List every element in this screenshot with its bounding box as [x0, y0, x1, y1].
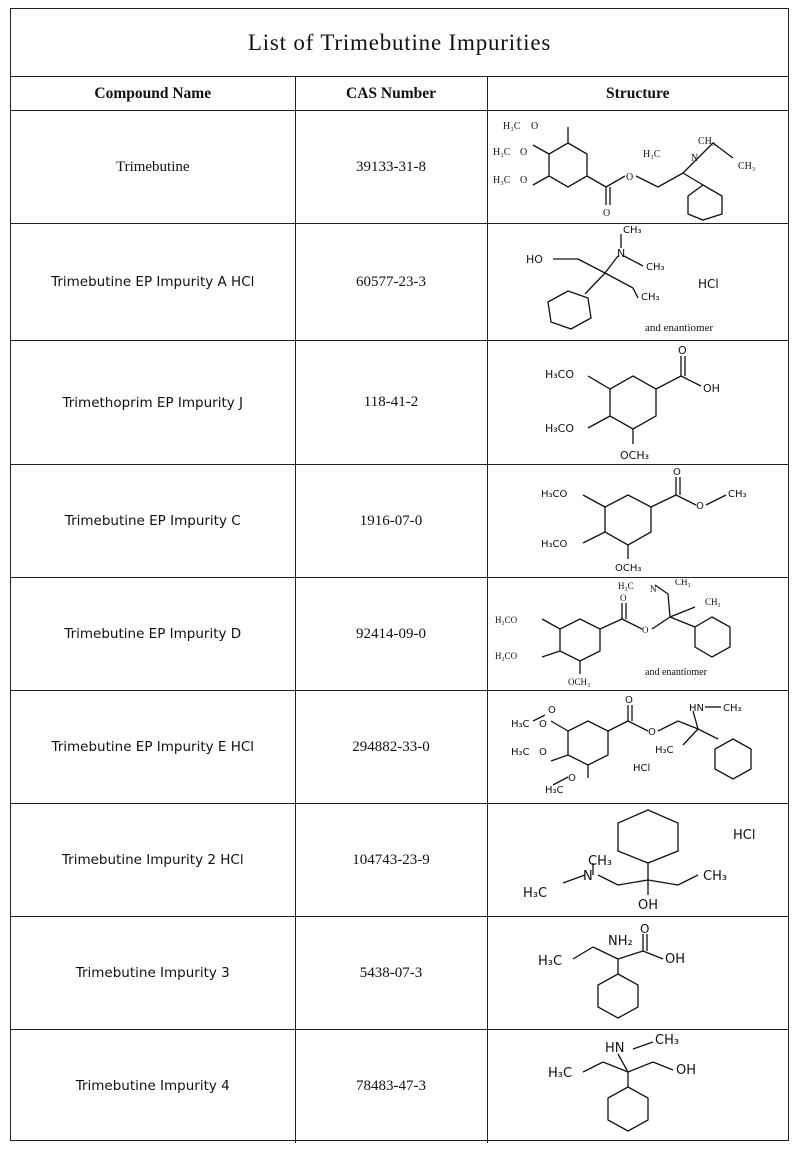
svg-text:CH₃: CH₃ — [737, 161, 756, 172]
page-title: List of Trimebutine Impurities — [11, 9, 788, 77]
compound-name-cell: Trimebutine Impurity 3 — [11, 917, 295, 1030]
svg-text:CH₃: CH₃ — [722, 703, 742, 714]
svg-text:N: N — [616, 247, 625, 260]
svg-text:CH₃: CH₃ — [654, 1033, 679, 1049]
table-row — [11, 111, 788, 224]
svg-text:O: O — [624, 695, 633, 706]
svg-text:CH₃: CH₃ — [704, 597, 721, 607]
svg-text:H₃CO: H₃CO — [494, 615, 517, 625]
impurity-d-structure-icon — [490, 579, 786, 689]
svg-text:CH₃: CH₃ — [702, 869, 727, 884]
cas-number-cell: 5438-07-3 — [295, 917, 487, 1030]
impurity-e-structure-icon — [493, 693, 783, 801]
svg-text:O: O — [639, 922, 650, 936]
svg-text:H₃C: H₃C — [492, 147, 511, 158]
svg-text:H₃C: H₃C — [502, 121, 521, 132]
svg-text:OH: OH — [675, 1063, 696, 1079]
svg-text:OH: OH — [637, 898, 658, 913]
svg-text:O: O — [538, 747, 547, 758]
column-header-compound-name: Compound Name — [11, 77, 295, 111]
svg-text:O: O — [677, 343, 687, 357]
svg-text:H₃C: H₃C — [617, 581, 634, 591]
impurity-4-structure-icon — [493, 1032, 783, 1140]
svg-text:O: O — [695, 501, 704, 512]
svg-text:HO: HO — [525, 253, 543, 266]
structure-cell — [487, 224, 788, 341]
svg-text:H₃CO: H₃CO — [544, 367, 574, 381]
svg-text:H₃CO: H₃CO — [540, 489, 568, 500]
svg-text:O: O — [567, 773, 576, 784]
svg-text:H₃C: H₃C — [522, 886, 547, 901]
svg-text:OH: OH — [664, 952, 685, 967]
svg-text:N: N — [582, 869, 593, 884]
svg-text:CH₃: CH₃ — [727, 489, 747, 500]
svg-text:HN: HN — [604, 1041, 625, 1057]
svg-text:OCH₃: OCH₃ — [567, 677, 590, 687]
salt-label: HCl — [632, 763, 651, 774]
cas-number-cell: 294882-33-0 — [295, 691, 487, 804]
table-row — [11, 917, 788, 1030]
svg-text:CH₃: CH₃ — [640, 292, 660, 303]
svg-text:N: N — [690, 153, 698, 164]
structure-cell — [487, 917, 788, 1030]
enantiomer-note: and enantiomer — [644, 322, 713, 334]
compound-name-cell: Trimebutine — [11, 111, 295, 224]
table-row — [11, 341, 788, 465]
cas-number-cell: 118-41-2 — [295, 341, 487, 465]
trimethoxybenzoic-acid-structure-icon — [493, 344, 783, 462]
svg-text:HN: HN — [688, 703, 704, 714]
column-header-cas-number: CAS Number — [295, 77, 487, 111]
svg-text:OH: OH — [702, 381, 720, 395]
svg-text:O: O — [519, 147, 527, 158]
svg-text:H₃CO: H₃CO — [494, 651, 517, 661]
cas-number-cell: 92414-09-0 — [295, 578, 487, 691]
salt-label: HCl — [732, 828, 756, 843]
table-row — [11, 1030, 788, 1143]
svg-text:O: O — [547, 705, 556, 716]
svg-text:H₃C: H₃C — [510, 719, 530, 730]
impurity-list-sheet — [10, 8, 789, 1141]
table-row — [11, 578, 788, 691]
svg-text:H₃C: H₃C — [642, 149, 661, 160]
svg-text:H₃CO: H₃CO — [540, 539, 568, 550]
compound-name-cell: Trimebutine EP Impurity A HCl — [11, 224, 295, 341]
svg-text:CH₃: CH₃ — [622, 226, 642, 236]
table-header-row — [11, 77, 788, 111]
impurity-2-structure-icon — [493, 805, 783, 915]
svg-text:O: O — [672, 467, 681, 478]
svg-text:H₃C: H₃C — [547, 1066, 572, 1082]
cas-number-cell: 78483-47-3 — [295, 1030, 487, 1143]
structure-cell — [487, 1030, 788, 1143]
compound-name-cell: Trimebutine EP Impurity D — [11, 578, 295, 691]
svg-text:O: O — [530, 121, 538, 132]
impurity-a-structure-icon — [493, 226, 783, 338]
svg-text:H₃C: H₃C — [544, 785, 564, 796]
compound-name-cell: Trimethoprim EP Impurity J — [11, 341, 295, 465]
cas-number-cell: 60577-23-3 — [295, 224, 487, 341]
methyl-trimethoxybenzoate-structure-icon — [493, 467, 783, 575]
svg-text:O: O — [538, 719, 547, 730]
compound-name-cell: Trimebutine Impurity 2 HCl — [11, 804, 295, 917]
svg-text:H₃C: H₃C — [510, 747, 530, 758]
svg-text:H₃C: H₃C — [654, 745, 674, 756]
svg-text:CH₃: CH₃ — [697, 136, 716, 147]
enantiomer-note: and enantiomer — [644, 667, 707, 678]
table-row — [11, 224, 788, 341]
svg-text:O: O — [641, 625, 649, 635]
table-row — [11, 804, 788, 917]
svg-text:OCH₃: OCH₃ — [619, 448, 649, 462]
trimebutine-structure-icon — [493, 113, 783, 221]
svg-text:H₃C: H₃C — [537, 954, 562, 969]
structure-cell — [487, 111, 788, 224]
impurity-3-structure-icon — [493, 919, 783, 1027]
svg-text:O: O — [519, 175, 527, 186]
svg-text:O: O — [647, 727, 656, 738]
column-header-structure: Structure — [487, 77, 788, 111]
structure-cell — [487, 465, 788, 578]
structure-cell — [487, 804, 788, 917]
compound-name-cell: Trimebutine EP Impurity C — [11, 465, 295, 578]
cas-number-cell: 39133-31-8 — [295, 111, 487, 224]
table-row — [11, 691, 788, 804]
svg-text:N: N — [649, 584, 657, 594]
svg-text:CH₃: CH₃ — [645, 262, 665, 273]
svg-text:OCH₃: OCH₃ — [614, 563, 642, 574]
structure-cell — [487, 578, 788, 691]
cas-number-cell: 1916-07-0 — [295, 465, 487, 578]
cas-number-cell: 104743-23-9 — [295, 804, 487, 917]
structure-cell — [487, 341, 788, 465]
svg-text:O: O — [619, 593, 627, 603]
compound-name-cell: Trimebutine EP Impurity E HCl — [11, 691, 295, 804]
salt-label: HCl — [697, 277, 719, 291]
svg-text:O: O — [625, 172, 633, 183]
svg-text:NH₂: NH₂ — [607, 934, 633, 949]
compound-name-cell: Trimebutine Impurity 4 — [11, 1030, 295, 1143]
svg-text:O: O — [602, 208, 610, 219]
structure-cell — [487, 691, 788, 804]
svg-text:H₃C: H₃C — [492, 175, 511, 186]
svg-text:CH₃: CH₃ — [674, 579, 691, 587]
svg-text:H₃CO: H₃CO — [544, 421, 574, 435]
svg-text:CH₃: CH₃ — [587, 854, 612, 869]
table-row — [11, 465, 788, 578]
impurity-table — [11, 77, 788, 1143]
